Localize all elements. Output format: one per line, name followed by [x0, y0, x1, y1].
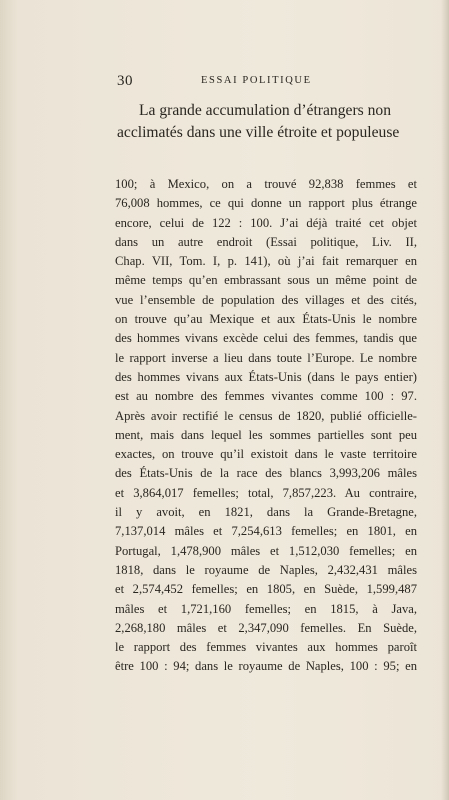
- text-line: 1818, dans le royaume de Naples, 2,432,431 mâles: [115, 562, 417, 577]
- text-line: des États-Unis de la race des blancs 3,993,206 mâles: [115, 466, 417, 481]
- body-text: [115, 175, 417, 677]
- text-line: vue l’ensemble de population des villages et des cités,: [115, 292, 417, 307]
- section-heading: [117, 100, 417, 144]
- text-line: Portugal, 1,478,900 mâles et 1,512,030 femelles; en: [115, 543, 417, 558]
- text-line: dans un autre endroit (Essai politique, Liv. II,: [115, 234, 417, 249]
- text-line: et 2,574,452 femelles; en 1805, en Suède, 1,599,487: [115, 582, 417, 597]
- text-line: 100; à Mexico, on a trouvé 92,838 femmes et: [115, 177, 417, 191]
- running-title: ESSAI POLITIQUE: [201, 75, 312, 86]
- text-line: Après avoir rectifié le census de 1820, publié officielle-: [115, 408, 417, 423]
- text-line: des hommes vivans aux États-Unis (dans le pays entier): [115, 369, 417, 384]
- text-line: ment, mais dans lequel les sommes partielles sont peu: [115, 427, 417, 442]
- page-edge-shadow: [441, 0, 449, 800]
- text-line: être 100 : 94; dans le royaume de Naples, 100 : 95; en: [115, 659, 417, 674]
- text-line: encore, celui de 122 : 100. J’ai déjà traité cet objet: [115, 215, 417, 230]
- text-line: est au nombre des femmes vivantes comme 100 : 97.: [115, 389, 417, 404]
- heading-line: La grande accumulation d’étrangers non: [139, 102, 391, 119]
- text-line: des hommes vivans excède celui des femmes, tandis que: [115, 331, 417, 346]
- page-header: [117, 73, 413, 89]
- text-line: le rapport des femmes vivantes aux hommes paroît: [115, 640, 417, 655]
- text-line: 76,008 hommes, ce qui donne un rapport plus étrange: [115, 196, 417, 211]
- text-line: on trouve qu’au Mexique et aux États-Unis le nombre: [115, 312, 417, 327]
- text-line: 2,268,180 mâles et 2,347,090 femelles. En Suède,: [115, 620, 417, 635]
- text-line: exactes, on trouve qu’il existoit dans le vaste territoire: [115, 447, 417, 462]
- text-line: Chap. VII, Tom. I, p. 141), où j’ai fait remarquer en: [115, 254, 417, 269]
- text-line: mâles et 1,721,160 femelles; en 1815, à Java,: [115, 601, 417, 616]
- page-number: 30: [117, 73, 133, 89]
- text-line: 7,137,014 mâles et 7,254,613 femelles; en 1801, en: [115, 524, 417, 539]
- text-line: le rapport inverse a lieu dans toute l’Europe. Le nombre: [115, 350, 417, 365]
- text-line: et 3,864,017 femelles; total, 7,857,223. Au contraire,: [115, 485, 417, 500]
- text-line: même temps qu’en embrassant sous un même point de: [115, 273, 417, 288]
- heading-line: acclimatés dans une ville étroite et populeuse: [117, 124, 400, 141]
- text-line: il y avoit, en 1821, dans la Grande-Bretagne,: [115, 505, 417, 520]
